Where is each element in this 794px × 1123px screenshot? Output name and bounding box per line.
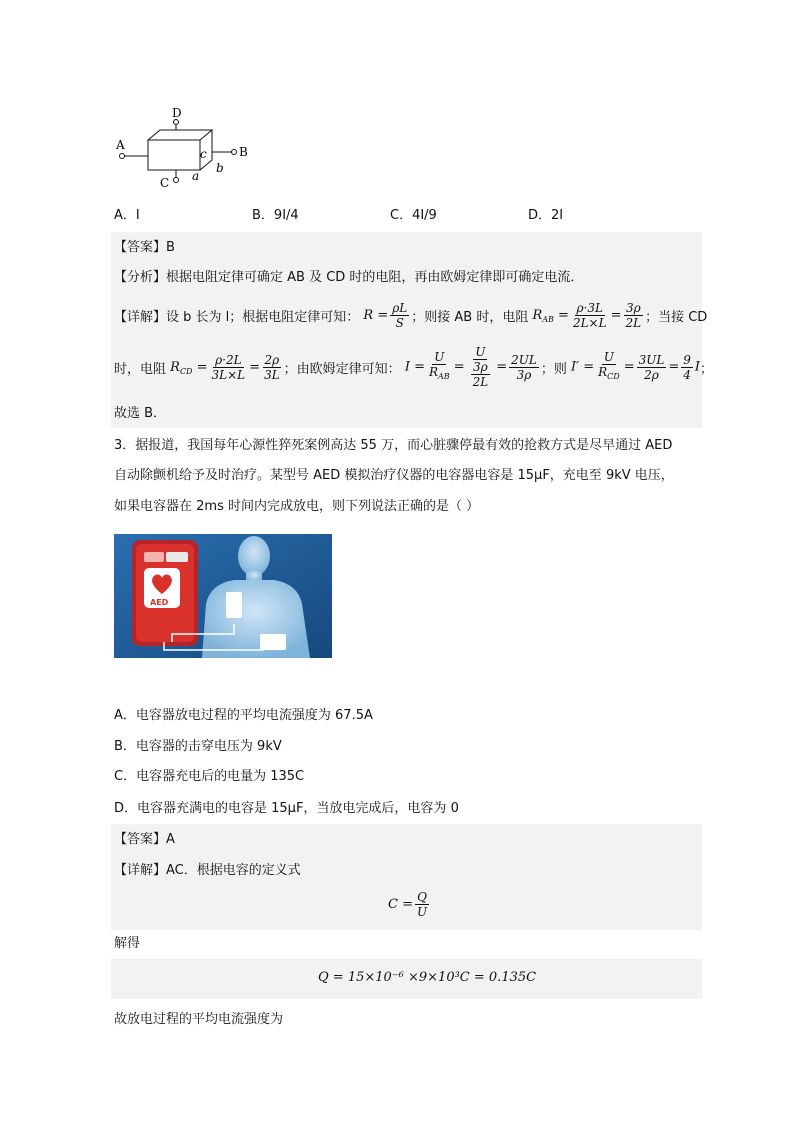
q2-detail2-mid2: ；则 [540,361,567,377]
q3-stem-line3: 如果电容器在 2ms 时间内完成放电，则下列说法正确的是（ ） [114,499,480,514]
formula-current-cd: I′ = $\frac{U}{R_{CD}}$ = $\frac{3UL}{2\rho}$ = $\frac{9}{4}$ I [566,350,700,382]
q3-option-d: D．电容器充满电的电容是 15μF，当放电完成后，电容为 0 [114,801,459,816]
formula-resistance: R = $\frac{\rho L}{S}$ [359,300,408,330]
q2-detail1-suffix: ；当接 CD [645,309,708,325]
label-B: B [239,145,248,159]
formula-charge: Q = 15×10⁻⁶ ×9×10³C = 0.135C [318,970,537,985]
formula-rcd: $R_{CD}$ = $\frac{\rho\cdot 2L}{3L\times L}$ = $\frac{2\rho}{3L}$ [166,352,280,382]
q2-detail-line1 [114,298,707,332]
q2-detail1-mid: ；则接 AB 时，电阻 [411,309,529,325]
label-c: c [200,147,207,161]
q2-detail2-suffix: ； [700,361,714,377]
label-C: C [160,176,170,190]
q3-solve-label: 解得 [114,936,141,951]
formula-capacitance: C = $\frac{Q}{U}$ [388,890,428,919]
formula-rab: $R_{AB}$ = $\frac{\rho\cdot 3L}{2L\times L}$ = $\frac{3\rho}{2L}$ [528,300,642,330]
q2-option-b: B．9I/4 [252,208,299,223]
label-A: A [116,138,125,152]
q2-detail1-prefix: 【详解】设 b 长为 l；根据电阻定律可知： [114,309,360,325]
label-b: b [216,161,224,175]
q2-option-d: D．2I [528,208,564,223]
formula-current-ab: I = $\frac{U}{R_{AB}}$ = $\frac{U}{\frac{3\rho}{2L}}$ = $\frac{2UL}{3\rho}$ [400,345,537,389]
q3-option-b: B．电容器的击穿电压为 9kV [114,739,282,754]
q2-option-c: C．4I/9 [390,208,437,223]
q3-stem-line1: 3．据报道，我国每年心源性猝死案例高达 55 万，而心脏骤停最有效的抢救方式是尽早通过 AED [114,438,673,453]
q3-option-a: A．电容器放电过程的平均电流强度为 67.5A [114,708,373,723]
q2-detail2-prefix: 时，电阻 [114,361,167,377]
q2-conclusion: 故选 B． [114,406,167,421]
q2-answer: 【答案】B [114,240,175,255]
label-a: a [192,169,200,183]
q3-answer: 【答案】A [114,832,175,847]
q3-detail-intro: 【详解】AC．根据电容的定义式 [114,863,301,878]
q2-detail2-mid: ；由欧姆定律可知： [283,361,401,377]
aed-label: AED [150,598,169,607]
q3-tail: 故放电过程的平均电流强度为 [114,1012,284,1027]
q3-stem-line2: 自动除颤机给予及时治疗。某型号 AED 模拟治疗仪器的电容器电容是 15μF，充电至 9kV 电压， [114,468,674,483]
q2-detail-line2 [114,342,713,392]
q2-option-a: A．I [114,208,140,223]
q3-option-c: C．电容器充电后的电量为 135C [114,769,305,784]
aed-illustration [114,534,332,658]
resistor-box-diagram [112,100,262,192]
label-D: D [172,106,182,120]
q2-analysis: 【分析】根据电阻定律可确定 AB 及 CD 时的电阻，再由欧姆定律即可确定电流． [114,270,584,285]
